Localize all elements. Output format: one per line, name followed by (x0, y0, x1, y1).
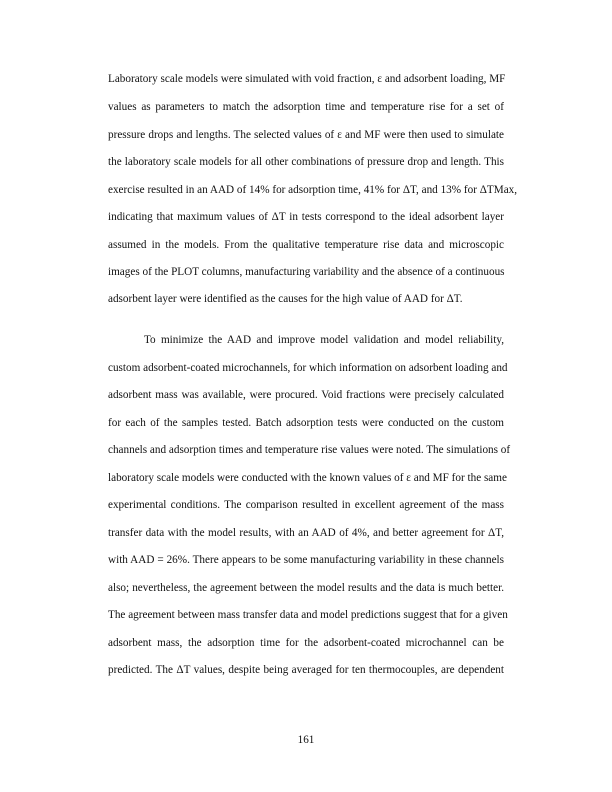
text-line: images of the PLOT columns, manufacturing variability and the absence of a continuous (108, 266, 505, 278)
text-line: exercise resulted in an AAD of 14% for adsorption time, 41% for ΔT, and 13% for ΔTMax, (108, 184, 518, 196)
text-line: with AAD = 26%. There appears to be some manufacturing variability in these channels (108, 554, 504, 566)
text-line: indicating that maximum values of ΔT in tests correspond to the ideal adsorbent layer (108, 211, 504, 223)
text-line: values as parameters to match the adsorption time and temperature rise for a set of (108, 101, 504, 113)
page-number: 161 (297, 734, 315, 746)
text-line: assumed in the models. From the qualitative temperature rise data and microscopic (108, 239, 504, 251)
text-line: adsorbent layer were identified as the causes for the high value of AAD for ΔT. (108, 293, 463, 305)
text-line: To minimize the AAD and improve model validation and model reliability, (144, 334, 504, 346)
text-line: transfer data with the model results, with an AAD of 4%, and better agreement for ΔT, (108, 527, 504, 539)
text-line: channels and adsorption times and temperature rise values were noted. The simulations of (108, 444, 511, 456)
text-line: laboratory scale models were conducted with the known values of ε and MF for the same (108, 472, 507, 484)
text-line: The agreement between mass transfer data and model predictions suggest that for a given (108, 609, 508, 621)
text-line: experimental conditions. The comparison resulted in excellent agreement of the mass (108, 499, 504, 511)
text-line: custom adsorbent-coated microchannels, for which information on adsorbent loading and (108, 362, 508, 374)
text-line: adsorbent mass was available, were procured. Void fractions were precisely calculated (108, 389, 504, 401)
text-line: also; nevertheless, the agreement between the model results and the data is much better. (108, 582, 504, 594)
text-line: Laboratory scale models were simulated with void fraction, ε and adsorbent loading, MF (108, 73, 506, 85)
text-line: for each of the samples tested. Batch adsorption tests were conducted on the custom (108, 417, 504, 429)
text-line: the laboratory scale models for all other combinations of pressure drop and length. This (108, 156, 504, 168)
text-line: adsorbent mass, the adsorption time for the adsorbent-coated microchannel can be (108, 637, 504, 649)
text-line: predicted. The ΔT values, despite being averaged for ten thermocouples, are dependent (108, 664, 504, 676)
text-line: pressure drops and lengths. The selected values of ε and MF were then used to simulate (108, 129, 504, 141)
